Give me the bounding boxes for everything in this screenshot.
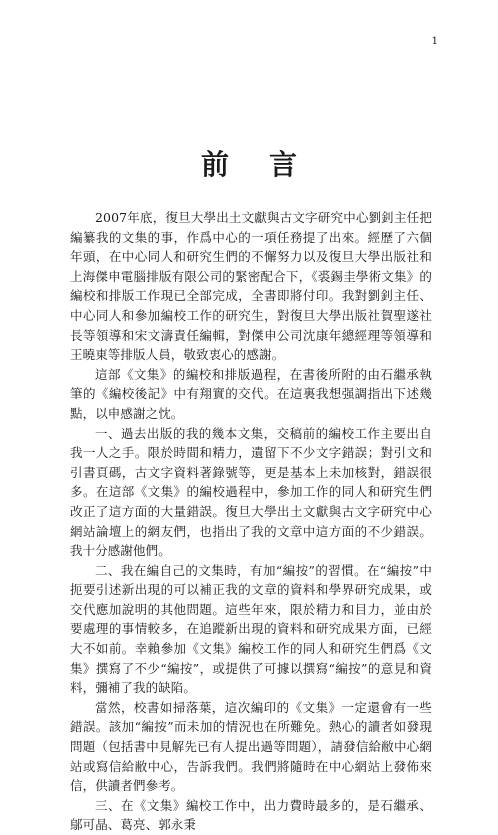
preface-body: [70, 208, 432, 835]
title-char-2: 言: [269, 148, 298, 181]
paragraph-point-3: 三、在《文集》編校工作中，出力費時最多的，是石繼承、鄔可晶、葛亮、郭永秉: [70, 797, 432, 833]
page-title: [0, 148, 498, 182]
paragraph-point-1: 一、過去出版的我的幾本文集，交稿前的編校工作主要出自我一人之手。限於時間和精力，遺留下不少文字錯誤；對引文和引書頁碼，古文字資料著錄號等，更是基本上未加核對，錯誤很多。在這部《文集》的編校過程中，參加工作的同人和研究生們改正了這方面的大量錯誤。復旦大學出土文獻與古文字研究中心網站論壇上的網友們，也指出了我的文章中這方面的不少錯誤。我十分感謝他們。: [70, 425, 432, 559]
paragraph-point-2: 二、我在編自己的文集時，有加“編按”的習慣。在“編按”中扼要引述新出現的可以補正我的文章的資料和學界研究成果，或交代應加說明的其他問題。這些年來，限於精力和目力，並由於要處理的事情較多，在追蹤新出現的資料和研究成果方面，已經大不如前。幸賴參加《文集》編校工作的同人和研究生們爲《文集》撰寫了不少“編按”，或提供了可據以撰寫“編按”的意見和資料，彌補了我的缺陷。: [70, 562, 432, 696]
paragraph-errata-note: 當然，校書如掃落葉，這次編印的《文集》一定還會有一些錯誤。該加“編按”而未加的情況也在所難免。熱心的讀者如發現問題（包括書中見解先已有人提出過等問題），請發信給敝中心網站或寫信給敝中心，告訴我們。我們將隨時在中心網站上發佈來信，供讀者們參考。: [70, 699, 432, 794]
paragraph-intro: 2007年底，復旦大學出土文獻與古文字研究中心劉釗主任把編纂我的文集的事，作爲中心的一項任務提了出來。經歷了六個年頭，在中心同人和研究生們的不懈努力以及復旦大學出版社和上海傑申電腦排版有限公司的緊密配合下，《裘錫圭學術文集》的編校和排版工作現已全部完成，全書即將付印。我對劉釗主任、中心同人和參加編校工作的研究生，對復旦大學出版社賀聖遂社長等領導和宋文濤責任編輯，對傑申公司沈康年總經理等領導和王曉東等排版人員，敬致衷心的感謝。: [70, 210, 432, 363]
paragraph-process: 這部《文集》的編校和排版過程，在書後所附的由石繼承執筆的《編校後記》中有翔實的交代。在這裏我想强調指出下述幾點，以申感謝之忱。: [70, 366, 432, 421]
page-number: 1: [431, 36, 438, 47]
title-char-1: 前: [200, 148, 229, 181]
